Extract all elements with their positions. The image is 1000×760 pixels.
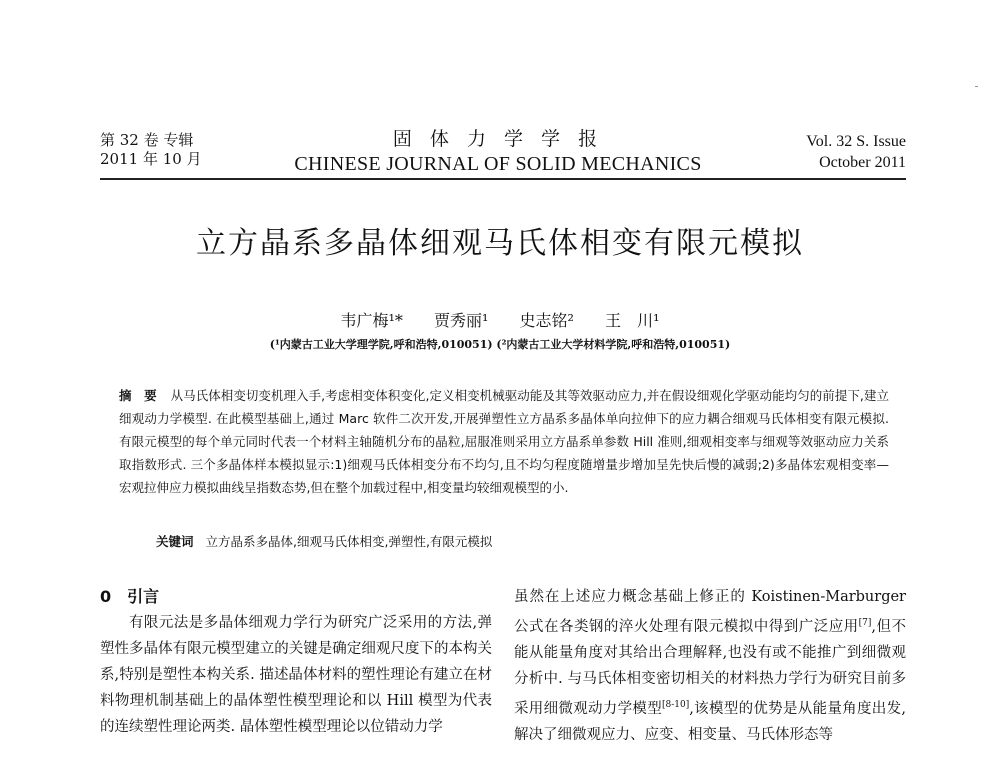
abstract-text: 从马氏体相变切变机理入手,考虑相变体积变化,定义相变机械驱动能及其等效驱动应力,并在假设细观化学驱动能均匀的前提下,建立细观动力学模型. 在此模型基础上,通过 Marc 软件二次开发,开展弹塑性立方晶系多晶体单向拉伸下的应力耦合细观马氏体相变有限元模拟. 有限元模型的每个单元同时代表一个材料主轴随机分布的晶粒,屈服准则采用立方晶系单参数 Hill 准则,细观相变率与细观等效驱动应力关系取指数形式. 三个多晶体样本模拟显示:1)细观马氏体相变分布不均匀,且不均匀程度随增量步增加呈先快后慢的减弱;2)多晶体宏观相变率—宏观拉伸应力模拟曲线呈指数态势,但在整个加载过程中,相变量均较细观模型的小. [119,388,889,495]
keywords-text: 立方晶系多晶体,细观马氏体相变,弹塑性,有限元模拟 [205,534,493,549]
header-rule [100,178,906,180]
author: 韦广梅¹* [340,311,403,330]
body-text: 虽然在上述应力概念基础上修正的 Koistinen-Marburger 公式在各类钢的淬火处理有限元模拟中得到广泛应用 [514,589,906,635]
volume-info-en [760,131,906,173]
date-en: October 2011 [819,154,906,171]
citation: [8-10] [662,699,690,710]
body-text: ,该模型的优势是从能量角度出发,解决了细微观应力、应变、相变量、马氏体形态等 [514,700,907,743]
citation: [7] [858,618,872,628]
affiliations: (¹内蒙古工业大学理学院,呼和浩特,010051) (²内蒙古工业大学材料学院,呼和浩特,010051) [269,338,731,351]
volume-cn: 第 32 卷 专辑 [100,131,194,149]
keywords [156,532,889,550]
author: 贾秀丽¹ [434,311,489,330]
keywords-label: 关键词 [156,534,194,549]
author-list [0,308,1000,331]
journal-name [250,124,746,176]
body-column-left: 有限元法是多晶体细观力学行为研究广泛采用的方法,弹塑性多晶体有限元模型建立的关键是确定细观尺度下的本构关系,特别是塑性本构关系. 描述晶体材料的塑性理论有建立在材料物理机制基础上的晶体塑性模型理论和以 Hill 模型为代表的连续塑性理论两类. 晶体塑性模型理论以位错动力学 [100,615,492,735]
volume-en: Vol. 32 S. Issue [806,133,906,150]
body-column-right [514,584,906,748]
scan-mark [975,86,978,87]
section-heading: 0 引言 [100,587,160,606]
volume-info-cn [100,131,202,169]
author: 史志铭² [519,311,574,330]
author: 王 川¹ [605,311,660,330]
date-cn: 2011 年 10 月 [100,150,202,168]
abstract [119,384,889,499]
journal-name-en: CHINESE JOURNAL OF SOLID MECHANICS [294,153,702,175]
journal-name-cn: 固 体 力 学 学 报 [392,128,604,150]
abstract-label: 摘 要 [119,388,157,403]
paper-title: 立方晶系多晶体细观马氏体相变有限元模拟 [196,226,804,261]
body-text: ,但不能从能量角度对其给出合理解释,也没有或不能推广到细微观分析中. 与马氏体相变密切相关的材料热力学行为研究目前多采用细微观动力学模型 [514,618,907,717]
